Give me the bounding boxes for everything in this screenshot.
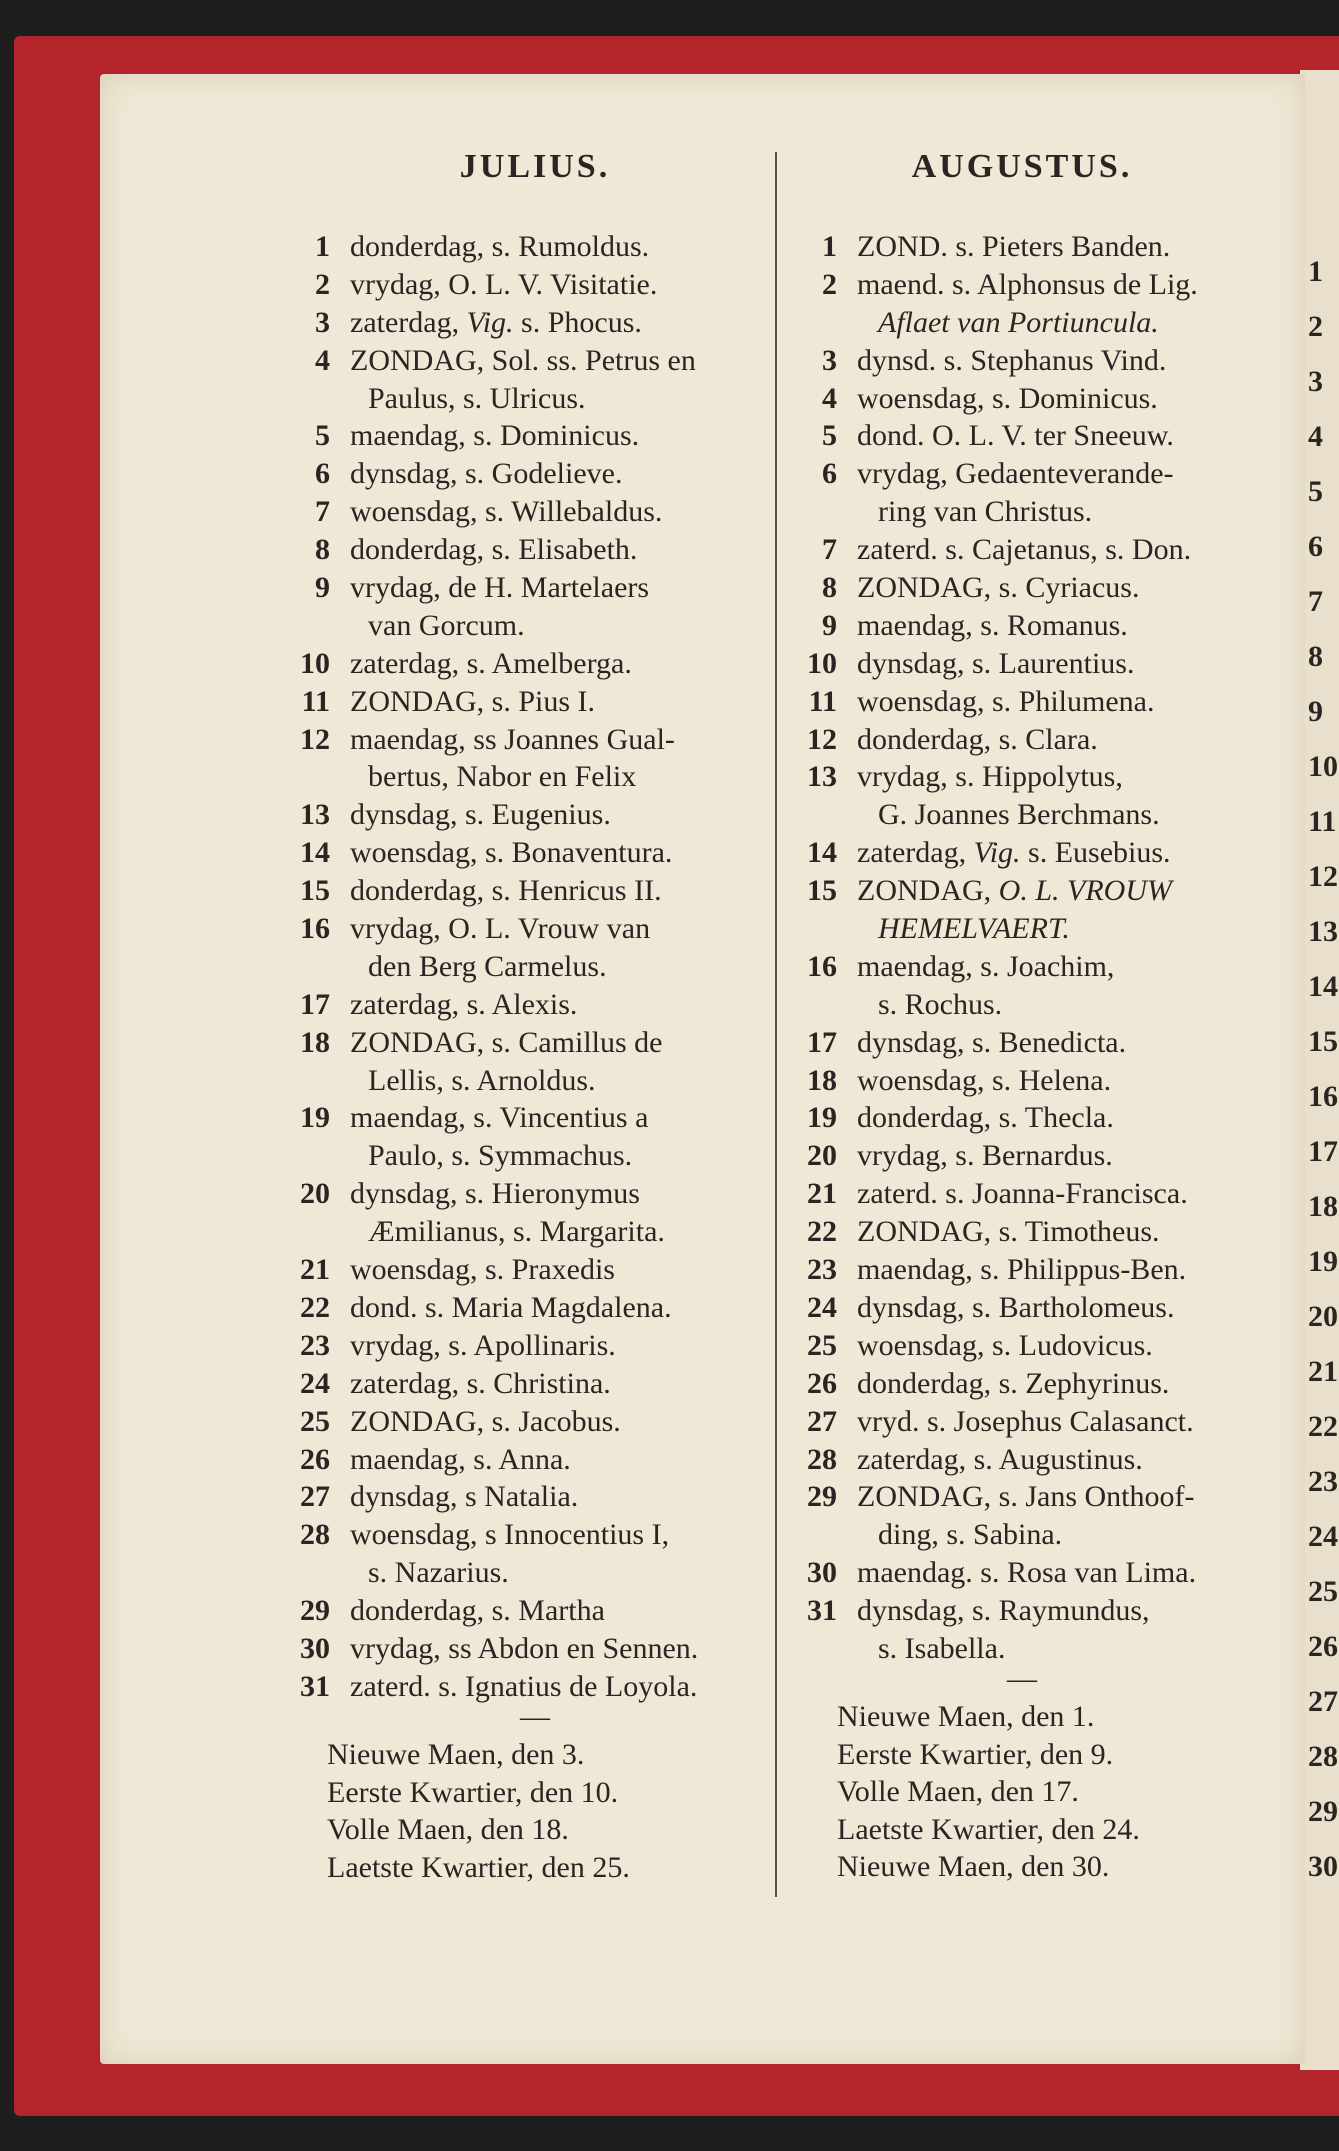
text-segment: ZOND. s. Pieters Banden. xyxy=(857,230,1171,263)
text-segment: vrydag, Gedaenteverande- xyxy=(857,457,1174,491)
day-text xyxy=(857,1403,1194,1441)
day-text xyxy=(857,758,1123,796)
day-text xyxy=(350,1403,621,1441)
sliver-number: 3 xyxy=(1308,365,1323,398)
day-text xyxy=(857,342,1166,380)
day-text xyxy=(878,796,1160,834)
day-number: 11 xyxy=(808,684,837,718)
day-number: 31 xyxy=(807,1594,837,1628)
day-number: 4 xyxy=(822,381,837,415)
sliver-number: 21 xyxy=(1308,1355,1338,1388)
text-segment: maendag. s. Rosa van Lima. xyxy=(857,1556,1197,1590)
text-segment: ZONDAG, s. Jans Onthoof- xyxy=(857,1480,1195,1514)
text-segment: Aflaet van Portiuncula. xyxy=(878,305,1159,339)
text-segment: s. Rochus. xyxy=(878,987,1003,1021)
text-segment: dond. s. Maria Magdalena. xyxy=(350,1290,672,1324)
moon-phase: Nieuwe Maen, den 1. xyxy=(837,1700,1095,1734)
sliver-number: 22 xyxy=(1308,1410,1338,1443)
sliver-number: 7 xyxy=(1308,585,1323,618)
moon-phase: Volle Maen, den 17. xyxy=(837,1775,1079,1809)
day-number: 18 xyxy=(300,1025,330,1059)
day-text xyxy=(368,1137,632,1175)
day-text xyxy=(857,834,1171,872)
day-number: 18 xyxy=(807,1063,837,1097)
day-text xyxy=(857,1441,1143,1479)
day-number: 19 xyxy=(300,1101,330,1135)
sliver-number: 1 xyxy=(1308,255,1323,288)
moon-phase: Laetste Kwartier, den 25. xyxy=(327,1850,630,1884)
day-number: 23 xyxy=(807,1253,837,1287)
text-segment: Paulus, s. Ulricus. xyxy=(368,381,586,415)
day-text xyxy=(350,1099,648,1137)
day-text xyxy=(857,1554,1196,1592)
day-text xyxy=(857,1327,1153,1365)
day-number: 20 xyxy=(300,1177,330,1211)
day-number: 20 xyxy=(807,1139,837,1173)
text-segment: ZONDAG, s. Jacobus. xyxy=(350,1404,621,1438)
day-number: 16 xyxy=(807,949,837,983)
text-segment: zaterdag, s. Alexis. xyxy=(350,987,578,1021)
text-segment: dynsdag, s. Laurentius. xyxy=(857,646,1135,680)
text-segment: ding, s. Sabina. xyxy=(878,1518,1063,1552)
day-text xyxy=(350,569,649,607)
text-segment: maend. s. Alphonsus de Lig. xyxy=(857,267,1198,301)
sliver-number: 26 xyxy=(1308,1630,1338,1663)
text-segment: zaterdag, s. Amelberga. xyxy=(350,646,632,680)
day-number: 1 xyxy=(315,230,330,263)
text-segment: ZONDAG, xyxy=(857,874,999,908)
day-number: 14 xyxy=(300,836,330,870)
day-text xyxy=(857,1592,1150,1630)
day-number: 1 xyxy=(822,230,837,263)
day-number: 2 xyxy=(315,267,330,301)
text-segment: vrydag, s. Hippolytus, xyxy=(857,760,1123,794)
day-text xyxy=(368,380,586,418)
text-segment: vrydag, de H. Martelaers xyxy=(350,571,650,605)
day-text xyxy=(857,1099,1114,1137)
moon-phase: Volle Maen, den 18. xyxy=(327,1813,569,1847)
text-segment: s. Isabella. xyxy=(878,1631,1006,1665)
moon-phase: Eerste Kwartier, den 10. xyxy=(327,1775,619,1809)
text-segment: Lellis, s. Arnoldus. xyxy=(368,1063,596,1097)
day-number: 25 xyxy=(300,1404,330,1438)
day-number: 14 xyxy=(807,836,837,870)
day-text xyxy=(368,607,525,645)
sliver-number: 27 xyxy=(1308,1685,1338,1718)
sliver-number: 8 xyxy=(1308,640,1323,673)
day-number: 28 xyxy=(300,1518,330,1552)
day-text xyxy=(857,1289,1174,1327)
day-text xyxy=(857,1137,1113,1175)
day-text xyxy=(350,1365,611,1403)
day-number: 17 xyxy=(807,1025,837,1059)
text-segment: zaterd. s. Joanna-Francisca. xyxy=(857,1177,1188,1211)
day-number: 12 xyxy=(807,722,837,756)
day-number: 9 xyxy=(315,571,330,605)
sliver-number: 15 xyxy=(1308,1025,1338,1058)
day-text xyxy=(350,228,649,266)
sliver-number: 11 xyxy=(1308,805,1337,838)
text-segment: dynsd. s. Stephanus Vind. xyxy=(857,343,1167,377)
day-number: 30 xyxy=(300,1631,330,1665)
text-segment: den Berg Carmelus. xyxy=(368,949,607,983)
text-segment: van Gorcum. xyxy=(368,608,525,642)
day-number: 5 xyxy=(822,419,837,453)
augustus-moon-phases xyxy=(837,1698,1140,1886)
text-segment: maendag, ss Joannes Gual- xyxy=(350,722,675,756)
text-segment: maendag, s. Philippus-Ben. xyxy=(857,1253,1187,1287)
text-segment: dynsdag, s. Benedicta. xyxy=(857,1025,1127,1059)
day-text xyxy=(857,1175,1188,1213)
day-text xyxy=(368,1554,509,1592)
day-number: 13 xyxy=(300,798,330,832)
text-segment: woensdag, s. Praxedis xyxy=(350,1253,615,1287)
day-text xyxy=(878,304,1159,342)
sliver-number: 25 xyxy=(1308,1575,1338,1608)
text-segment: woensdag, s. Philumena. xyxy=(857,684,1155,718)
day-text xyxy=(878,910,1070,948)
julius-title: JULIUS. xyxy=(459,148,611,185)
sliver-number: 13 xyxy=(1308,915,1338,948)
day-text xyxy=(857,1024,1126,1062)
sliver-number: 10 xyxy=(1308,750,1338,783)
day-number: 17 xyxy=(300,987,330,1021)
text-segment: ZONDAG, s. Camillus de xyxy=(350,1025,663,1059)
text-segment: maendag, s. Vincentius a xyxy=(350,1101,649,1135)
day-text xyxy=(350,1251,615,1289)
text-segment: Vig. xyxy=(466,305,514,339)
text-segment: zaterdag, xyxy=(350,305,467,339)
day-text xyxy=(878,986,1002,1024)
day-number: 7 xyxy=(822,533,837,567)
text-segment: bertus, Nabor en Felix xyxy=(368,760,637,794)
text-segment: donderdag, s. Martha xyxy=(350,1594,605,1628)
day-number: 12 xyxy=(300,722,330,756)
day-number: 27 xyxy=(807,1404,837,1438)
text-segment: woensdag, s. Bonaventura. xyxy=(350,836,673,870)
text-segment: donderdag, s. Clara. xyxy=(857,722,1098,756)
day-text xyxy=(350,493,662,531)
day-text xyxy=(857,645,1134,683)
text-segment: ZONDAG, Sol. ss. Petrus en xyxy=(350,343,696,377)
day-number: 5 xyxy=(315,419,330,453)
day-text xyxy=(857,569,1139,607)
day-number: 16 xyxy=(300,912,330,946)
day-text xyxy=(350,796,611,834)
day-text xyxy=(350,683,595,721)
day-text xyxy=(350,1478,578,1516)
text-segment: donderdag, s. Thecla. xyxy=(857,1101,1114,1135)
day-number: 29 xyxy=(807,1480,837,1514)
text-segment: dynsdag, s. Eugenius. xyxy=(350,798,611,832)
sliver-number: 18 xyxy=(1308,1190,1338,1223)
text-segment: dynsdag, s. Hieronymus xyxy=(350,1177,640,1211)
text-segment: vrydag, O. L. Vrouw van xyxy=(350,912,651,946)
sliver-number: 4 xyxy=(1308,420,1323,453)
day-number: 8 xyxy=(315,533,330,567)
text-segment: vrydag, s. Bernardus. xyxy=(857,1139,1113,1173)
day-number: 28 xyxy=(807,1442,837,1476)
moon-phase: Laetste Kwartier, den 24. xyxy=(837,1812,1140,1846)
text-segment: s. Eusebius. xyxy=(1020,836,1171,870)
sliver-number: 14 xyxy=(1308,970,1338,1003)
column-divider xyxy=(775,152,777,1897)
text-segment: s. Nazarius. xyxy=(368,1556,509,1590)
day-text xyxy=(857,721,1098,759)
day-number: 9 xyxy=(822,608,837,642)
day-number: 10 xyxy=(807,646,837,680)
text-segment: donderdag, s. Zephyrinus. xyxy=(857,1366,1170,1400)
day-number: 24 xyxy=(300,1366,330,1400)
day-text xyxy=(350,1592,605,1630)
day-number: 4 xyxy=(315,343,330,377)
day-number: 27 xyxy=(300,1480,330,1514)
text-segment: ZONDAG, s. Pius I. xyxy=(350,684,596,718)
day-number: 24 xyxy=(807,1290,837,1324)
day-text xyxy=(368,1062,596,1100)
day-text xyxy=(350,721,675,759)
day-text xyxy=(857,531,1191,569)
day-text xyxy=(350,1175,640,1213)
day-text xyxy=(350,834,672,872)
text-segment: Vig. xyxy=(973,836,1021,870)
day-number: 6 xyxy=(822,457,837,491)
day-text xyxy=(350,455,622,493)
moon-phase: Nieuwe Maen, den 3. xyxy=(327,1738,585,1772)
day-text xyxy=(350,417,639,455)
day-number: 25 xyxy=(807,1328,837,1362)
day-text xyxy=(857,948,1114,986)
sliver-number: 12 xyxy=(1308,860,1338,893)
day-text xyxy=(350,266,657,304)
sliver-number: 16 xyxy=(1308,1080,1338,1113)
day-text xyxy=(350,1516,669,1554)
text-segment: woensdag, s. Willebaldus. xyxy=(350,495,663,529)
sliver-number: 24 xyxy=(1308,1520,1338,1553)
day-number: 22 xyxy=(807,1215,837,1249)
day-number: 7 xyxy=(315,495,330,529)
day-text xyxy=(857,266,1198,304)
text-segment: vrydag, s. Apollinaris. xyxy=(350,1328,616,1362)
moon-phase: Nieuwe Maen, den 30. xyxy=(837,1850,1110,1884)
sliver-number: 17 xyxy=(1308,1135,1338,1168)
day-text xyxy=(368,948,607,986)
sliver-number: 20 xyxy=(1308,1300,1338,1333)
day-text xyxy=(857,607,1128,645)
sliver-number: 9 xyxy=(1308,695,1323,728)
day-text xyxy=(857,380,1158,418)
day-number: 15 xyxy=(300,874,330,908)
day-text xyxy=(857,872,1172,910)
sliver-number: 28 xyxy=(1308,1740,1338,1773)
day-text xyxy=(350,531,637,569)
text-segment: donderdag, s. Rumoldus. xyxy=(350,230,650,263)
text-segment: dynsdag, s. Godelieve. xyxy=(350,457,623,491)
text-segment: maendag, s. Anna. xyxy=(350,1442,571,1476)
day-number: 8 xyxy=(822,571,837,605)
text-segment: donderdag, s. Elisabeth. xyxy=(350,533,638,567)
day-number: 26 xyxy=(807,1366,837,1400)
julius-dash: — xyxy=(520,1700,550,1734)
text-segment: zaterdag, s. Christina. xyxy=(350,1366,611,1400)
day-text xyxy=(350,1024,662,1062)
day-number: 26 xyxy=(300,1442,330,1476)
day-number: 30 xyxy=(807,1556,837,1590)
day-text xyxy=(857,417,1174,455)
text-segment: G. Joannes Berchmans. xyxy=(878,798,1160,832)
day-text xyxy=(350,645,632,683)
text-segment: zaterd. s. Ignatius de Loyola. xyxy=(350,1669,698,1703)
text-segment: dynsdag, s. Raymundus, xyxy=(857,1594,1150,1628)
day-number: 15 xyxy=(807,874,837,908)
day-text xyxy=(368,1213,665,1251)
sliver-number: 29 xyxy=(1308,1795,1338,1828)
sliver-number: 23 xyxy=(1308,1465,1338,1498)
sliver-number: 19 xyxy=(1308,1245,1338,1278)
text-segment: dynsdag, s. Bartholomeus. xyxy=(857,1290,1175,1324)
text-segment: vrydag, ss Abdon en Sennen. xyxy=(350,1631,699,1665)
day-number: 23 xyxy=(300,1328,330,1362)
text-segment: O. L. VROUW xyxy=(998,874,1172,908)
day-number: 19 xyxy=(807,1101,837,1135)
day-text xyxy=(350,1441,571,1479)
day-number: 3 xyxy=(822,343,837,377)
day-number: 21 xyxy=(300,1253,330,1287)
day-text xyxy=(857,1213,1160,1251)
day-text xyxy=(857,1251,1186,1289)
day-text xyxy=(350,910,650,948)
text-segment: dynsdag, s Natalia. xyxy=(350,1480,579,1514)
text-segment: ZONDAG, s. Timotheus. xyxy=(857,1215,1160,1249)
sliver-number: 5 xyxy=(1308,475,1323,508)
text-segment: HEMELVAERT. xyxy=(878,912,1070,946)
text-segment: zaterd. s. Cajetanus, s. Don. xyxy=(857,533,1192,567)
text-segment: dond. O. L. V. ter Sneeuw. xyxy=(857,419,1174,453)
day-number: 3 xyxy=(315,305,330,339)
julius-moon-phases xyxy=(327,1736,630,1886)
day-number: 2 xyxy=(822,267,837,301)
text-segment: zaterdag, s. Augustinus. xyxy=(857,1442,1143,1476)
text-segment: vryd. s. Josephus Calasanct. xyxy=(857,1404,1194,1438)
text-segment: donderdag, s. Henricus II. xyxy=(350,874,662,908)
augustus-dash: — xyxy=(1007,1662,1037,1696)
text-segment: woensdag, s. Dominicus. xyxy=(857,381,1158,415)
day-text xyxy=(350,872,662,910)
text-segment: Paulo, s. Symmachus. xyxy=(368,1139,633,1173)
day-text xyxy=(857,1062,1111,1100)
day-number: 21 xyxy=(807,1177,837,1211)
day-text xyxy=(857,228,1170,266)
sliver-number: 2 xyxy=(1308,310,1323,343)
day-text xyxy=(350,986,577,1024)
day-text xyxy=(368,758,636,796)
text-segment: woensdag, s Innocentius I, xyxy=(350,1518,670,1552)
text-segment: s. Phocus. xyxy=(513,305,642,339)
day-text xyxy=(857,455,1174,493)
day-number: 13 xyxy=(807,760,837,794)
day-number: 6 xyxy=(315,457,330,491)
day-text xyxy=(878,493,1092,531)
text-segment: zaterdag, xyxy=(857,836,974,870)
day-text xyxy=(350,342,696,380)
text-segment: maendag, s. Romanus. xyxy=(857,608,1128,642)
text-segment: maendag, s. Joachim, xyxy=(857,949,1115,983)
day-number: 31 xyxy=(300,1669,330,1703)
next-page-edge xyxy=(1300,70,1339,2070)
day-text xyxy=(857,683,1154,721)
text-segment: vrydag, O. L. V. Visitatie. xyxy=(350,267,658,301)
text-segment: maendag, s. Dominicus. xyxy=(350,419,640,453)
day-number: 29 xyxy=(300,1594,330,1628)
day-text xyxy=(350,1327,616,1365)
day-number: 10 xyxy=(300,646,330,680)
day-number: 11 xyxy=(301,684,330,718)
day-number: 22 xyxy=(300,1290,330,1324)
text-segment: woensdag, s. Ludovicus. xyxy=(857,1328,1153,1362)
text-segment: Æmilianus, s. Margarita. xyxy=(368,1215,665,1249)
augustus-title: AUGUSTUS. xyxy=(911,148,1133,185)
text-segment: ring van Christus. xyxy=(878,495,1093,529)
sliver-number: 30 xyxy=(1308,1850,1338,1883)
day-text xyxy=(857,1478,1194,1516)
sliver-number: 6 xyxy=(1308,530,1323,563)
day-text xyxy=(350,1289,672,1327)
moon-phase: Eerste Kwartier, den 9. xyxy=(837,1737,1114,1771)
day-text xyxy=(350,304,642,342)
text-segment: ZONDAG, s. Cyriacus. xyxy=(857,571,1140,605)
text-segment: woensdag, s. Helena. xyxy=(857,1063,1112,1097)
day-text xyxy=(350,1630,698,1668)
day-text xyxy=(878,1516,1062,1554)
day-text xyxy=(857,1365,1169,1403)
